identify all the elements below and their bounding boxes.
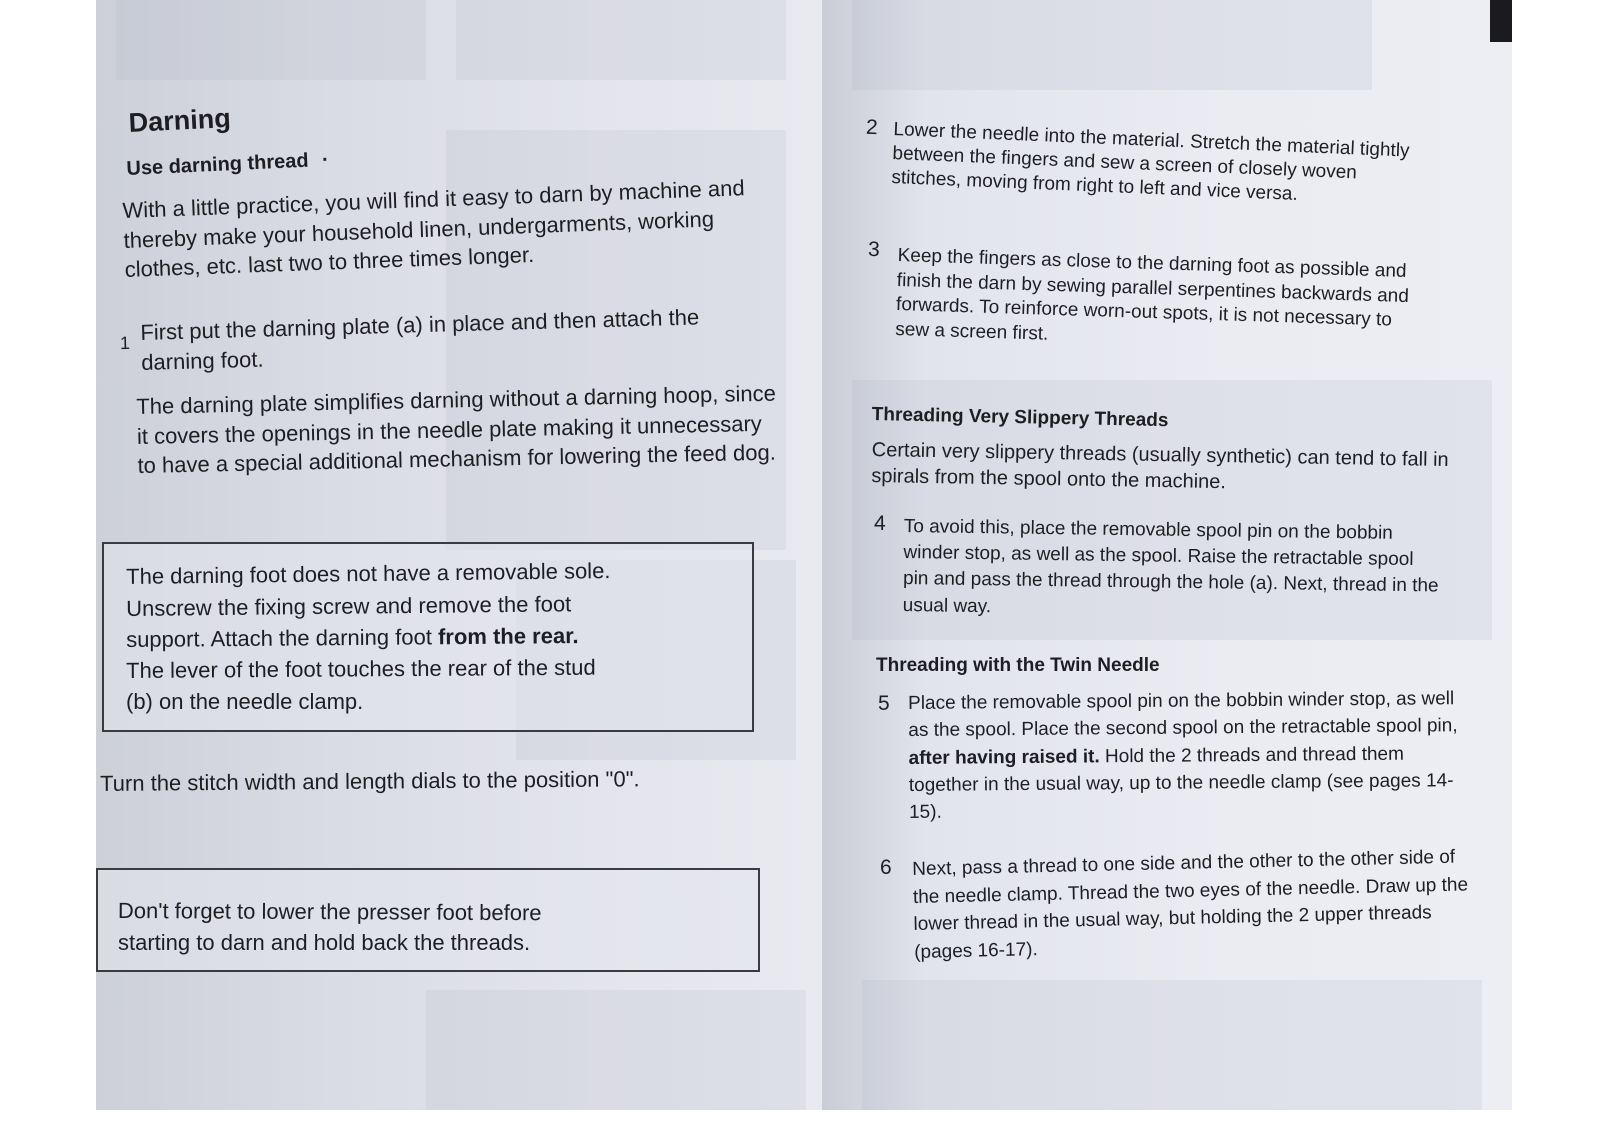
box1-line-5: (b) on the needle clamp. <box>126 689 364 714</box>
darning-plate-paragraph: The darning plate simplifies darning without a darning hoop, since it covers the openings in the needle plate making it unnecessary to have a special additional mechanism for lowering the feed dog. <box>136 380 777 479</box>
step-5-text-bold: after having raised it. <box>908 746 1100 769</box>
step-5-text-a: Place the removable spool pin on the bobbin winder stop, as well as the spool. Place the second spool on the retractable spool pin, <box>908 688 1458 742</box>
left-page <box>96 0 822 1110</box>
show-through-block <box>862 980 1482 1110</box>
box2-line-2: starting to darn and hold back the threads. <box>118 930 531 955</box>
intro-paragraph: With a little practice, you will find it easy to darn by machine and thereby make your household linen, undergarments, working clothes, etc. last two to three times longer. <box>122 175 745 283</box>
page-edge-mark <box>1490 0 1512 42</box>
right-page <box>822 0 1512 1110</box>
darning-foot-note-box <box>102 542 754 732</box>
box1-line-3-text: support. Attach the darning foot <box>126 624 439 652</box>
step-5-text <box>908 685 1469 827</box>
step-4-number: 4 <box>874 512 886 535</box>
page-title: Darning <box>128 103 232 138</box>
presser-foot-reminder-box <box>96 868 760 972</box>
step-2-text: Lower the needle into the material. Stretch the material tightly between the fingers and sew a screen of closely woven stitches, moving from right to left and vice versa. <box>891 118 1410 206</box>
step-3-text: Keep the fingers as close to the darning foot as possible and finish the darn by sewing parallel serpentines backwards and forwards. To reinforce worn-out spots, it is not necessary to sew a screen first. <box>894 244 1410 345</box>
step-1-text: First put the darning plate (a) in place and then attach the darning foot. <box>140 304 700 375</box>
box1-line-4: The lever of the foot touches the rear of the stud <box>126 654 596 683</box>
show-through-block <box>426 990 806 1110</box>
step-5-number: 5 <box>878 692 890 715</box>
box1-line-2: Unscrew the fixing screw and remove the foot <box>126 591 572 621</box>
dials-instruction: Turn the stitch width and length dials to the position "0". <box>100 766 640 796</box>
section-subtitle <box>126 149 329 182</box>
step-3-number: 3 <box>867 237 881 262</box>
box1-line-3-bold: from the rear. <box>437 623 579 650</box>
step-6-number: 6 <box>880 856 892 879</box>
slippery-threads-intro: Certain very slippery threads (usually synthetic) can tend to fall in spirals from the spool onto the machine. <box>871 438 1449 493</box>
heading-twin-needle: Threading with the Twin Needle <box>876 655 1160 676</box>
step-1-number: 1 <box>119 332 131 354</box>
step-5-text-c: Hold the 2 threads and thread them together in the usual way, up to the needle clamp (see pages 14-15). <box>908 743 1454 824</box>
subtitle-mark: · <box>321 148 330 172</box>
box1-line-3 <box>126 621 579 656</box>
box1-line-1: The darning foot does not have a removable sole. <box>126 558 611 589</box>
step-6-text: Next, pass a thread to one side and the other to the other side of the needle clamp. Thread the two eyes of the needle. Draw up the lower thread in the usual way, but holding the 2 upper threads (pages 16-17). <box>912 846 1469 963</box>
box2-line-1: Don't forget to lower the presser foot before <box>117 898 542 926</box>
heading-slippery-threads: Threading Very Slippery Threads <box>871 404 1169 432</box>
show-through-block <box>852 0 1372 90</box>
step-4-text: To avoid this, place the removable spool pin on the bobbin winder stop, as well as the spool. Raise the retractable spool pin and pass the thread through the hole (a). Next, thread in the usual way. <box>902 515 1439 617</box>
show-through-block <box>456 0 786 80</box>
step-2-number: 2 <box>865 115 879 140</box>
show-through-block <box>116 0 426 80</box>
subtitle-text: Use darning thread <box>126 149 310 180</box>
